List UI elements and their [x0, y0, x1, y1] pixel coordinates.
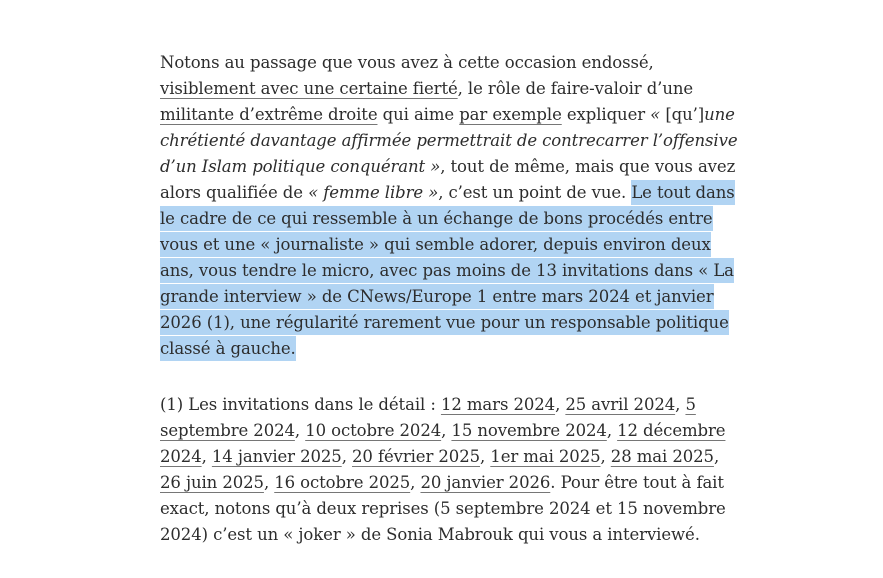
text-run: , — [410, 473, 421, 492]
text-run: , — [675, 395, 686, 414]
footnote-paragraph — [160, 392, 740, 548]
inline-link[interactable]: 20 janvier 2026 — [420, 473, 551, 492]
text-run: [qu’] — [665, 105, 705, 124]
quote-text: « — [650, 105, 666, 124]
text-run: , — [294, 421, 306, 440]
inline-link[interactable]: 14 janvier 2025 — [211, 447, 342, 466]
text-run: qui aime — [377, 105, 460, 124]
inline-link[interactable]: par exemple — [459, 105, 562, 124]
inline-link[interactable]: 12 décembre 2024 — [160, 421, 726, 466]
quote-text: une chrétienté davantage affirmée permettrait de contrecarrer l’offensive d’un Islam politique conquérant » — [160, 105, 738, 176]
inline-link[interactable]: 5 septembre 2024 — [160, 395, 696, 440]
inline-link[interactable]: 1er mai 2025 — [490, 447, 601, 466]
text-run: , — [341, 447, 352, 466]
inline-link[interactable]: 10 octobre 2024 — [305, 421, 442, 440]
text-run: , — [441, 421, 452, 440]
inline-link[interactable]: 26 juin 2025 — [160, 473, 264, 492]
text-run: , le rôle de faire-valoir d’une — [457, 79, 694, 98]
text-run: , — [263, 473, 275, 492]
text-run: , — [201, 447, 212, 466]
inline-link[interactable]: 20 février 2025 — [352, 447, 480, 466]
text-run: , — [606, 421, 618, 440]
quote-text: « femme libre » — [308, 183, 439, 202]
inline-link[interactable]: visiblement avec une certaine fierté — [160, 79, 458, 98]
inline-link[interactable]: 25 avril 2024 — [565, 395, 676, 414]
text-run: , tout de même, mais que vous avez alors qualifiée de — [160, 157, 736, 202]
text-run: , — [555, 395, 566, 414]
text-run: , — [600, 447, 611, 466]
text-run: expliquer — [561, 105, 651, 124]
inline-link[interactable]: 16 octobre 2025 — [274, 473, 411, 492]
text-run: Notons au passage que vous avez à cette occasion endossé, — [160, 53, 654, 72]
inline-link[interactable]: 12 mars 2024 — [440, 395, 556, 414]
inline-link[interactable]: militante d’extrême droite — [160, 105, 378, 124]
text-run: (1) Les invitations dans le détail : — [160, 395, 441, 414]
text-run: . Pour être tout à fait exact, notons qu’à deux reprises (5 septembre 2024 et 15 novembre 2024) c’est un « joker » de Sonia Mabrouk qui vous a interviewé. — [160, 473, 726, 544]
inline-link[interactable]: 28 mai 2025 — [610, 447, 714, 466]
main-paragraph — [160, 50, 740, 362]
selected-text: Le tout dans le cadre de ce qui ressemble à un échange de bons procédés entre vous et une « journaliste » qui semble adorer, depuis environ deux ans, vous tendre le micro, avec pas moins de 13 invitations dans « La grande interview » de CNews/Europe 1 entre mars 2024 et janvier 2026 (1), une régularité rarement vue pour un responsable politique classé à gauche. — [160, 180, 735, 361]
inline-link[interactable]: 15 novembre 2024 — [451, 421, 607, 440]
text-run: , — [713, 447, 720, 466]
text-run: , — [480, 447, 491, 466]
text-run: , c’est un point de vue. — [438, 183, 632, 202]
article-body — [160, 50, 740, 578]
